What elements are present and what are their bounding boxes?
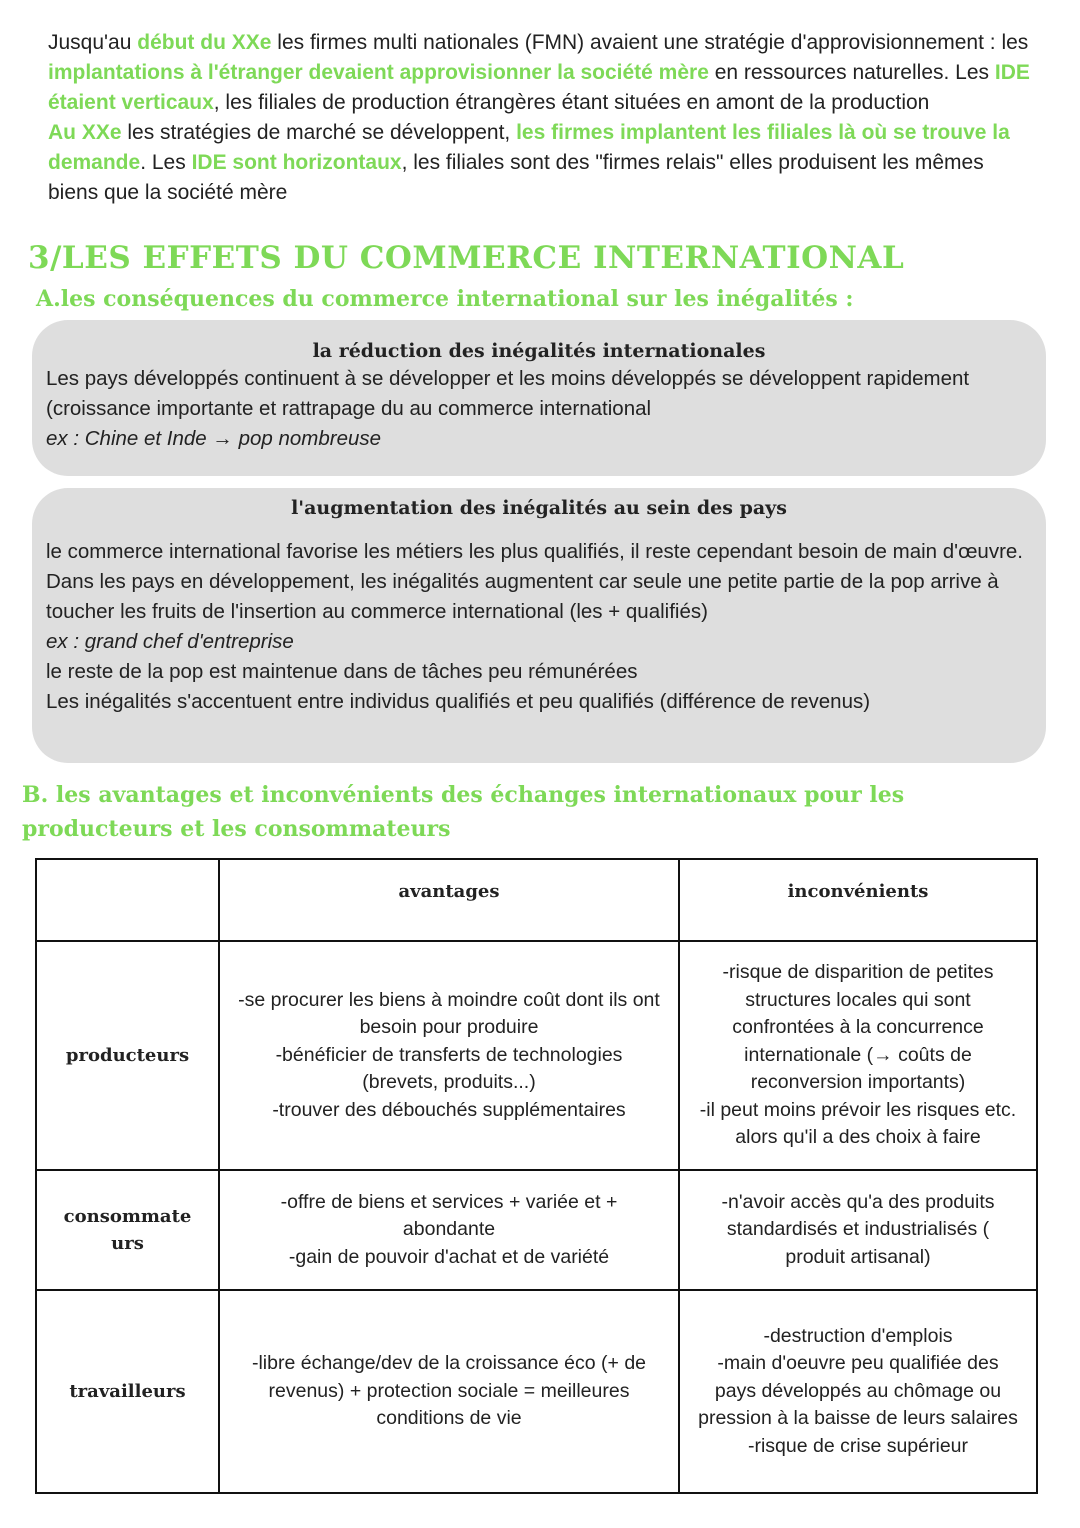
box-text: le commerce international favorise les métiers les plus qualifiés, il reste cependant besoin de main d'œuvre. bbox=[46, 540, 1023, 563]
highlighted-text: les firmes implantent les filiales là où se trouve la demande bbox=[48, 121, 1010, 174]
cell-line: -risque de disparition de petites structures locales qui sont confrontées à la concurrence internationale (→ coûts de reconversion importants) bbox=[722, 961, 994, 1094]
cell-line: -destruction d'emplois bbox=[763, 1324, 953, 1347]
row-label: producteurs bbox=[36, 941, 219, 1170]
box-example: ex : grand chef d'entreprise bbox=[46, 630, 294, 653]
row-label-line: consommate bbox=[63, 1205, 192, 1227]
cell-line: -libre échange/dev de la croissance éco (+ de revenus) + protection sociale = meilleures conditions de vie bbox=[251, 1352, 647, 1430]
row-label-line: urs bbox=[111, 1233, 144, 1254]
cell-line: -il peut moins prévoir les risques etc. alors qu'il a des choix à faire bbox=[699, 1098, 1017, 1149]
box-title: la réduction des inégalités internationales bbox=[312, 340, 766, 362]
section-3-title: 3/LES EFFETS DU COMMERCE INTERNATIONAL bbox=[28, 240, 905, 276]
cell-line: -se procurer les biens à moindre coût dont ils ont besoin pour produire bbox=[238, 988, 660, 1039]
intro-paragraph-2 bbox=[48, 118, 1038, 208]
row-label bbox=[36, 1170, 219, 1290]
drawbacks-cell bbox=[679, 1170, 1037, 1290]
cell-line: -bénéficier de transferts de technologies (brevets, produits...) bbox=[275, 1043, 623, 1094]
box-title: l'augmentation des inégalités au sein des pays bbox=[291, 497, 787, 519]
inequality-box-international bbox=[32, 320, 1046, 476]
cell-line: -offre de biens et services + variée et + abondante bbox=[280, 1190, 618, 1241]
highlighted-text: implantations à l'étranger devaient approvisionner la société mère bbox=[48, 61, 709, 84]
cell-line: -main d'oeuvre peu qualifiée des pays développés au chômage ou pression à la baisse de leurs salaires bbox=[698, 1352, 1018, 1430]
advantages-cell bbox=[219, 941, 679, 1170]
highlighted-text: Au XXe bbox=[48, 121, 122, 144]
drawbacks-cell bbox=[679, 1290, 1037, 1493]
inequality-box-within-countries bbox=[32, 488, 1046, 763]
table-row bbox=[36, 1170, 1037, 1290]
table-header-drawbacks: inconvénients bbox=[679, 859, 1037, 941]
text-run: les stratégies de marché se développent, bbox=[121, 121, 517, 144]
highlighted-text: IDE étaient verticaux bbox=[48, 61, 1030, 114]
box-text: Dans les pays en développement, les inégalités augmentent car seule une petite partie de la pop arrive à toucher les fruits de l'insertion au commerce international (les + qualifiés) bbox=[46, 570, 999, 623]
table-header-row bbox=[36, 859, 1037, 941]
table-header-empty bbox=[36, 859, 219, 941]
box-text: le reste de la pop est maintenue dans de tâches peu rémunérées bbox=[46, 660, 638, 683]
advantages-cell bbox=[219, 1290, 679, 1493]
box-example: ex : Chine et Inde → pop nombreuse bbox=[46, 427, 382, 450]
text-run: Jusqu'au bbox=[48, 31, 138, 54]
advantages-cell bbox=[219, 1170, 679, 1290]
text-run: en ressources naturelles. Les bbox=[708, 61, 995, 84]
highlighted-text: IDE sont horizontaux bbox=[191, 151, 402, 174]
intro-text bbox=[48, 28, 1038, 208]
text-run: les firmes multi nationales (FMN) avaient une stratégie d'approvisionnement : les bbox=[271, 31, 1029, 54]
text-run: , les filiales de production étrangères étant situées en amont de la production bbox=[213, 91, 930, 114]
highlighted-text: début du XXe bbox=[137, 31, 272, 54]
intro-paragraph-1 bbox=[48, 28, 1038, 118]
subsection-b-title: B. les avantages et inconvénients des échanges internationaux pour les producteurs et les consommateurs bbox=[22, 782, 905, 842]
subsection-a-title: A.les conséquences du commerce international sur les inégalités : bbox=[36, 286, 854, 312]
box-body bbox=[46, 364, 1032, 454]
box-text: Les pays développés continuent à se développer et les moins développés se développent rapidement (croissance importante et rattrapage du au commerce international bbox=[46, 367, 970, 420]
box-body bbox=[46, 537, 1032, 717]
table-header-advantages: avantages bbox=[219, 859, 679, 941]
row-label: travailleurs bbox=[36, 1290, 219, 1493]
box-text: Les inégalités s'accentuent entre individus qualifiés et peu qualifiés (différence de revenus) bbox=[46, 690, 871, 713]
cell-line: -gain de pouvoir d'achat et de variété bbox=[288, 1245, 610, 1268]
table-row bbox=[36, 1290, 1037, 1493]
drawbacks-cell bbox=[679, 941, 1037, 1170]
cell-line: -n'avoir accès qu'a des produits standardisés et industrialisés ( produit artisanal) bbox=[721, 1190, 995, 1268]
table-row bbox=[36, 941, 1037, 1170]
cell-line: -trouver des débouchés supplémentaires bbox=[272, 1098, 626, 1121]
text-run: , les filiales sont des "firmes relais" elles produisent les mêmes biens que la société mère bbox=[48, 151, 984, 204]
text-run: . Les bbox=[140, 151, 192, 174]
advantages-table bbox=[35, 858, 1038, 1494]
cell-line: -risque de crise supérieur bbox=[747, 1434, 968, 1457]
